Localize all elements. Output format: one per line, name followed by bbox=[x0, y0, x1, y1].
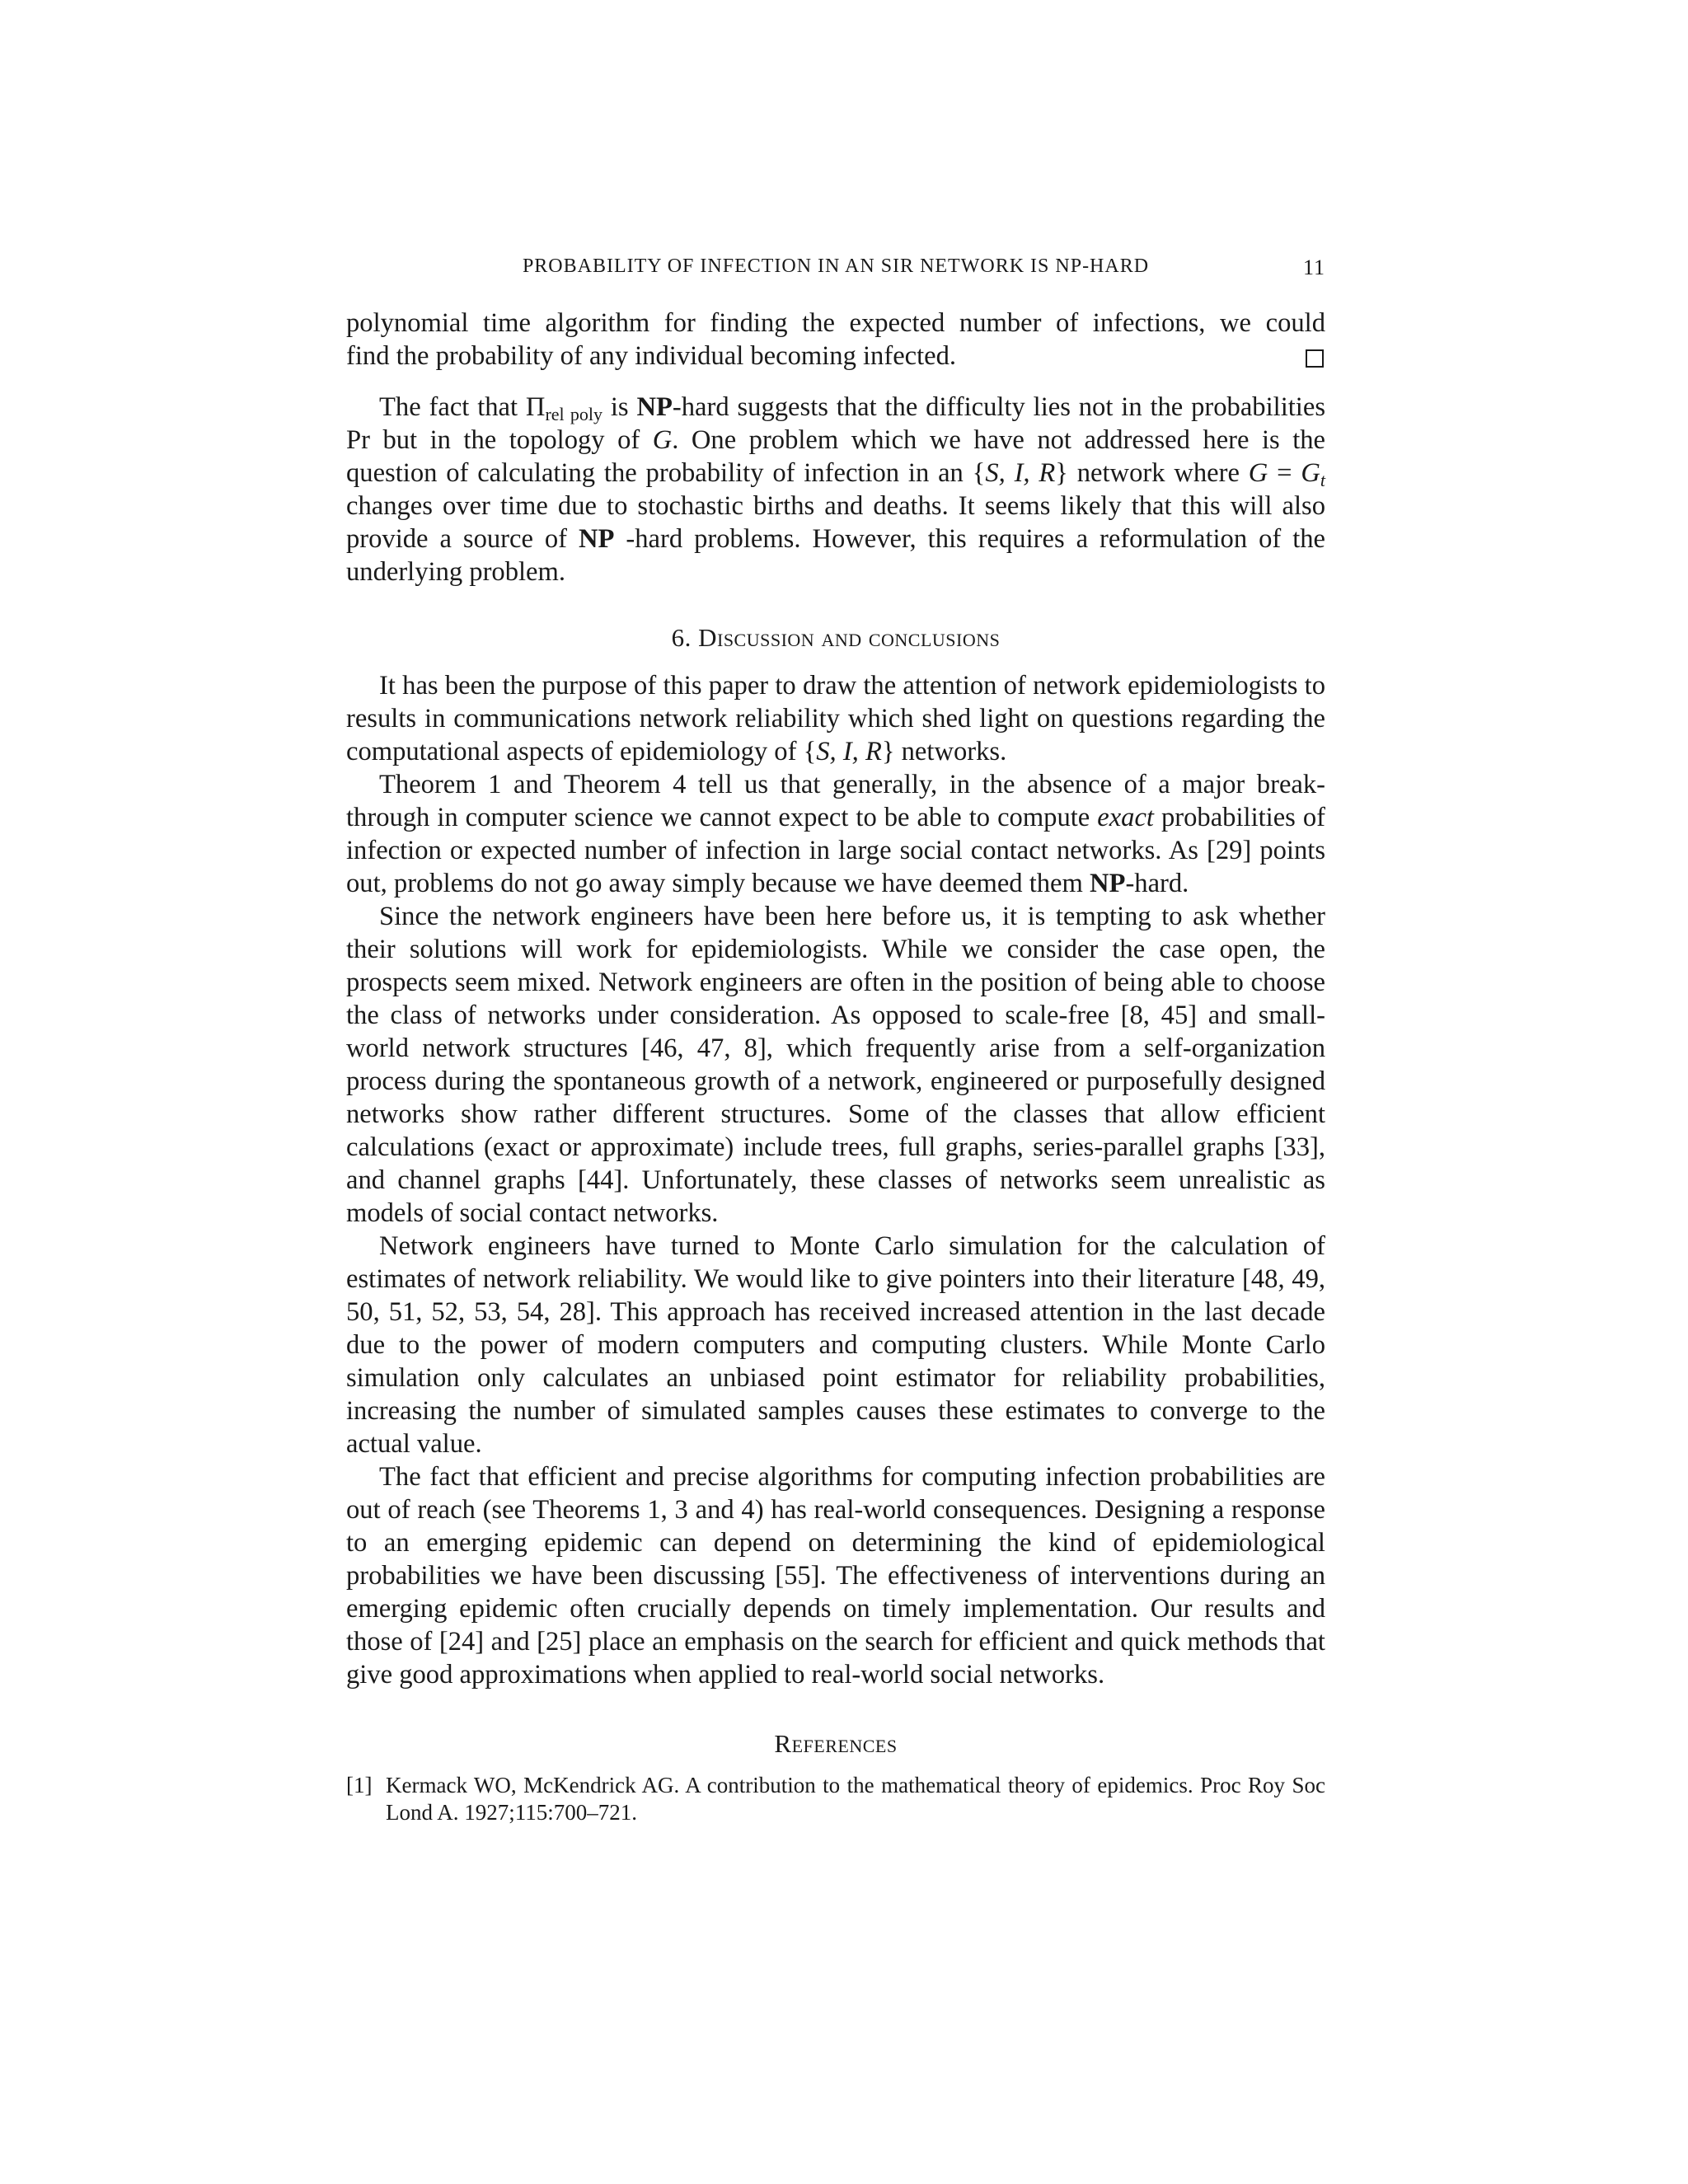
paragraph-np-hard: The fact that $\Pi_{rel poly}$ is NP-hard suggests that the difficulty lies not in the probabilities Pr but in the topology of G. One problem which we have not addressed here is the question of calculating the probability of infection in an {S, I, R} network where $G = G_t$ changes over time due to stochastic births and deaths. It seems likely that this will also provide a source of NP -hard problems. However, this requires a reformulation of the underlying problem. bbox=[346, 392, 1325, 587]
discussion-paragraph-4: Network engineers have turned to Monte Carlo simulation for the calculation of estimates of network reliability. We would like to give pointers into their literature [48, 49, 50, 51, 52, 53, 54, 28]. This approach has received increased attention in the last decade due to the power of modern computers and computing clusters. While Monte Carlo simulation only calculates an unbiased point estimator for reliability probabilities, increasing the number of simulated samples causes these estimates to converge to the actual value. bbox=[346, 1231, 1325, 1459]
running-header bbox=[346, 255, 1325, 288]
qed-box-icon bbox=[1306, 349, 1324, 368]
proof-tail-line1: polynomial time algorithm for finding the expected number of infections, we could bbox=[346, 308, 1325, 338]
page-body bbox=[346, 255, 1325, 1826]
discussion-paragraph-5: The fact that efficient and precise algorithms for computing infection probabilities are out of reach (see Theorems 1, 3 and 4) has real-world consequences. Designing a response to an emerging epidemic can depend on determining the kind of epidemiological probabilities we have been discussing [55]. The effectiveness of interventions during an emerging epidemic often crucially depends on timely implementation. Our results and those of [24] and [25] place an emphasis on the search for efficient and quick methods that give good approximations when applied to real-world social networks. bbox=[346, 1462, 1325, 1690]
proof-tail-line2: find the probability of any individual becoming infected. bbox=[346, 340, 1325, 373]
reference-item bbox=[346, 1772, 1325, 1826]
running-title: PROBABILITY OF INFECTION IN AN SIR NETWORK IS NP-HARD bbox=[522, 255, 1150, 277]
discussion-paragraph-3: Since the network engineers have been here before us, it is tempting to ask whether their solutions will work for epidemiologists. While we consider the case open, the prospects seem mixed. Network engineers are often in the position of being able to choose the class of networks under consideration. As opposed to scale-free [8, 45] and small-world network structures [46, 47, 8], which frequently arise from a self-organization process during the spontaneous growth of a network, engineered or purposefully designed networks show rather different structures. Some of the classes that allow efficient calculations (exact or approximate) include trees, full graphs, series-parallel graphs [33], and channel graphs [44]. Unfortunately, these classes of networks seem unrealistic as models of social contact networks. bbox=[346, 902, 1325, 1228]
references-list bbox=[346, 1772, 1325, 1826]
discussion-paragraph-1: It has been the purpose of this paper to draw the attention of network epidemiologists to results in communications network reliability which shed light on questions regarding the computational aspects of epidemiology of {S, I, R} networks. bbox=[346, 671, 1325, 766]
section-heading-discussion: 6. Discussion and conclusions bbox=[671, 623, 1001, 652]
references-heading: References bbox=[774, 1729, 898, 1758]
reference-text: Kermack WO, McKendrick AG. A contribution to the mathematical theory of epidemics. Proc Roy Soc Lond A. 1927;115:700–721. bbox=[386, 1773, 1325, 1825]
reference-number: [1] bbox=[346, 1773, 373, 1797]
page-number: 11 bbox=[1302, 255, 1325, 279]
discussion-paragraph-2: Theorem 1 and Theorem 4 tell us that generally, in the absence of a major break-through in computer science we cannot expect to be able to compute exact probabilities of infection or expected number of infection in large social contact networks. As [29] points out, problems do not go away simply because we have deemed them NP-hard. bbox=[346, 770, 1325, 898]
